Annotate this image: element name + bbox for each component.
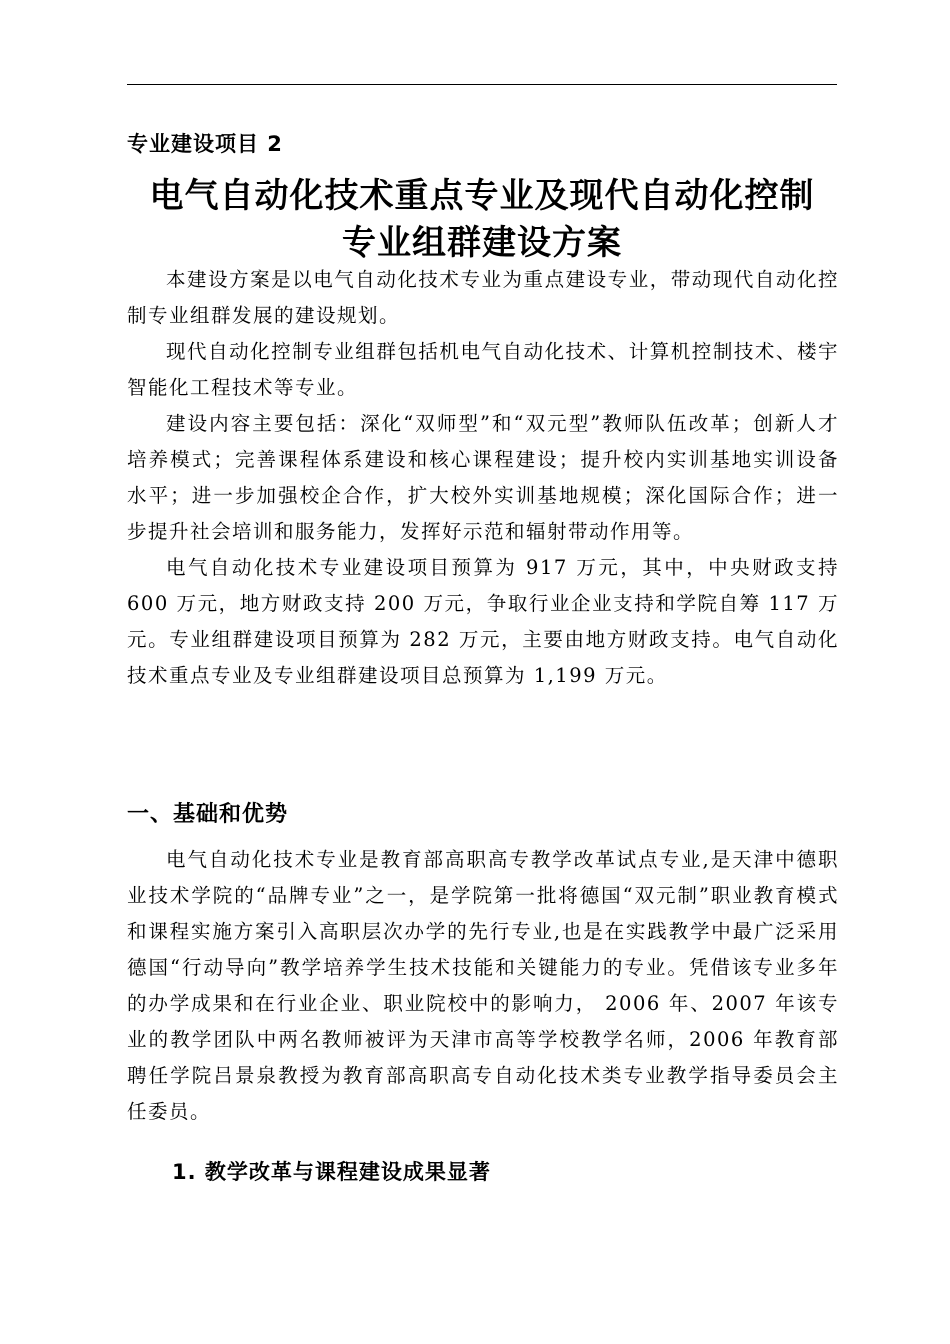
document-title-line-2: 专业组群建设方案 xyxy=(342,223,622,263)
section-paragraphs xyxy=(127,842,839,1130)
header-rule xyxy=(127,84,837,85)
intro-paragraph: 电气自动化技术专业建设项目预算为 917 万元，其中，中央财政支持 600 万元，地方财政支持 200 万元，争取行业企业支持和学院自筹 117 万元。专业组群建设项目预算为 282 万元，主要由地方财政支持。电气自动化技术重点专业及专业组群建设项目总预算为 1,199 万元。 xyxy=(127,556,839,687)
intro-paragraphs xyxy=(127,262,839,694)
intro-paragraph: 建设内容主要包括：深化“双师型”和“双元型”教师队伍改革；创新人才培养模式；完善课程体系建设和核心课程建设；提升校内实训基地实训设备水平；进一步加强校企合作，扩大校外实训基地规模；深化国际合作；进一步提升社会培训和服务能力，发挥好示范和辐射带动作用等。 xyxy=(127,412,839,543)
section-heading: 一、基础和优势 xyxy=(127,802,289,827)
document-title-line-1: 电气自动化技术重点专业及现代自动化控制 xyxy=(149,176,815,216)
project-label: 专业建设项目 2 xyxy=(127,132,283,156)
sub-heading: 1. 教学改革与课程建设成果显著 xyxy=(172,1160,491,1184)
intro-paragraph: 本建设方案是以电气自动化技术专业为重点建设专业，带动现代自动化控制专业组群发展的建设规划。 xyxy=(127,268,839,327)
section-paragraph: 电气自动化技术专业是教育部高职高专教学改革试点专业,是天津中德职业技术学院的“品牌专业”之一，是学院第一批将德国“双元制”职业教育模式和课程实施方案引入高职层次办学的先行专业,也是在实践教学中最广泛采用德国“行动导向”教学培养学生技术技能和关键能力的专业。凭借该专业多年的办学成果和在行业企业、职业院校中的影响力， 2006 年、2007 年该专业的教学团队中两名教师被评为天津市高等学校教学名师，2006 年教育部聘任学院吕景泉教授为教育部高职高专自动化技术类专业教学指导委员会主任委员。 xyxy=(127,848,839,1123)
intro-paragraph: 现代自动化控制专业组群包括机电气自动化技术、计算机控制技术、楼宇智能化工程技术等专业。 xyxy=(127,340,839,399)
